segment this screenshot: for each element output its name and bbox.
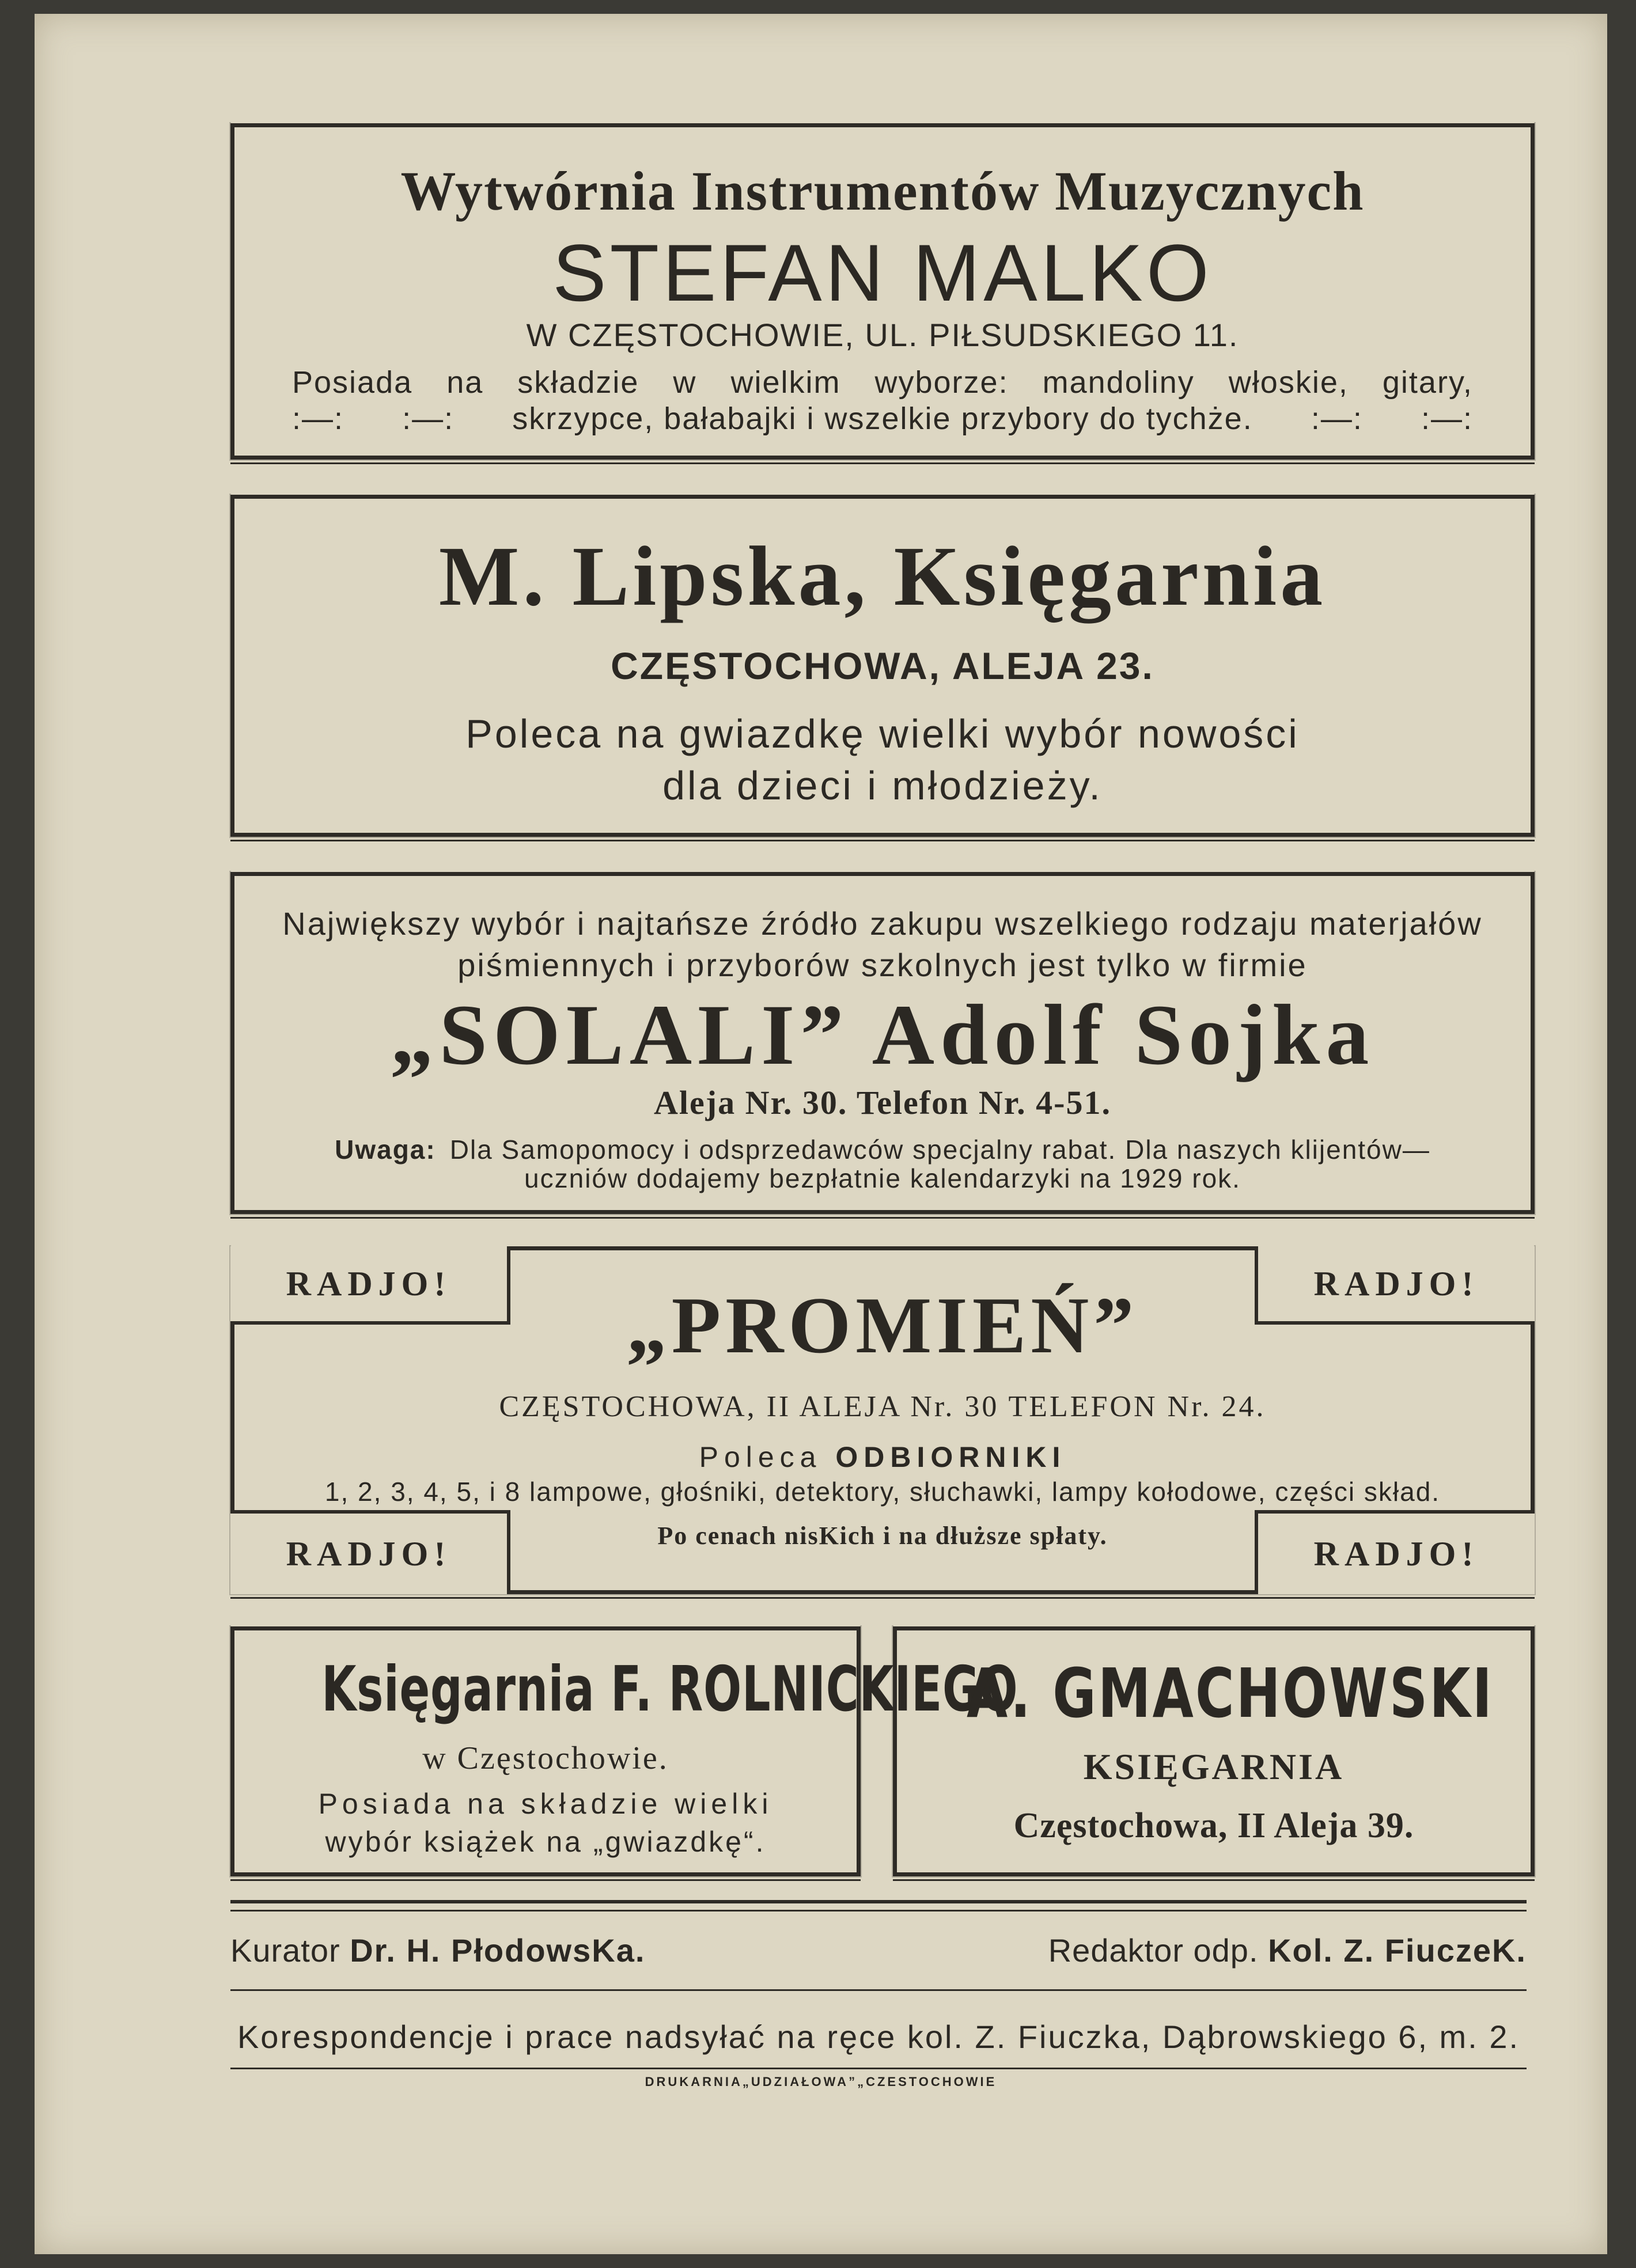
ad-malko [230, 123, 1535, 460]
ad-gmachowski [893, 1626, 1535, 1876]
ad-gmachowski-name: A. GMACHOWSKI [967, 1653, 1494, 1733]
ad-malko-word: w [673, 365, 697, 400]
ad-solali-line2: piśmiennych i przyborów szkolnych jest tylko w firmie [457, 947, 1308, 983]
footer-correspondence: Korespondencje i prace nadsyłać na ręce kol. Z. Fiuczka, Dąbrowskiego 6, m. 2. [237, 2019, 1520, 2055]
ad-rolnicki [230, 1626, 1018, 1876]
ad-malko-word: Posiada [292, 365, 413, 400]
ad-malko-address: W CZĘSTOCHOWIE, UL. PIŁSUDSKIEGO 11. [526, 317, 1239, 353]
footer-editor-label: Redaktor odp. [1048, 1932, 1259, 1969]
ad-lipska-address: CZĘSTOCHOWA, ALEJA 23. [611, 644, 1154, 687]
ad-malko-ornament: :—: [1421, 401, 1473, 436]
ad-solali-note1 [234, 1134, 1531, 1165]
ad-solali-note-label: Uwaga: [335, 1135, 436, 1165]
ad-lipska-name: M. Lipska, Księgarnia [438, 529, 1327, 624]
ad-solali-line1: Największy wybór i najtańsze źródło zakupu wszelkiego rodzaju materjałów [282, 905, 1483, 942]
footer-rule [230, 1989, 1527, 1991]
radio-corner-label: RADJO! [230, 1510, 510, 1594]
ad-lipska-line2: dla dzieci i młodzieży. [662, 763, 1103, 808]
radio-corner-label: RADJO! [230, 1246, 510, 1325]
ad-lipska-line1: Poleca na gwiazdkę wielki wybór nowości [465, 711, 1300, 756]
ad-malko-word: wielkim [730, 365, 841, 400]
ad-promien-items: 1, 2, 3, 4, 5, i 8 lampowe, głośniki, detektory, słuchawki, lampy kołodowe, części skład. [324, 1477, 1441, 1507]
ad-solali-note2: uczniów dodajemy bezpłatnie kalendarzyki na 1929 rok. [524, 1163, 1241, 1193]
footer-rule [230, 1900, 1527, 1903]
ad-rolnicki-line1: Posiada na składzie wielki [318, 1788, 773, 1820]
ad-promien-offer-bold: ODBIORNIKI [835, 1441, 1066, 1473]
ad-promien-name: „PROMIEŃ” [626, 1281, 1139, 1370]
ad-malko-word: wyborze: [874, 365, 1009, 400]
footer-editor-name: Kol. Z. FiuczeK. [1268, 1932, 1527, 1969]
ad-malko-ornament: :—: [402, 401, 455, 436]
ad-solali-address: Aleja Nr. 30. Telefon Nr. 4-51. [654, 1084, 1111, 1121]
ad-rolnicki-name: Księgarnia F. ROLNICKIEGO [321, 1653, 1018, 1725]
footer-editor [1048, 1932, 1527, 1969]
ad-malko-ornament: :—: [292, 401, 344, 436]
ad-malko-word: składzie [517, 365, 639, 400]
ad-malko-word: włoskie, [1228, 365, 1349, 400]
ad-malko-word: mandoliny [1042, 365, 1195, 400]
footer-curator-label: Kurator [230, 1932, 340, 1969]
ad-malko-word: skrzypce, bałabajki i wszelkie przybory do tychże. [512, 401, 1253, 436]
ad-malko-desc-line1 [292, 365, 1473, 400]
printer-imprint: DRUKARNIA„UDZIAŁOWA”„CZESTOCHOWIE [645, 2074, 997, 2089]
ad-malko-name: STEFAN MALKO [552, 227, 1213, 318]
page-sheet [35, 14, 1607, 2254]
ad-lipska [230, 495, 1535, 837]
ad-solali-note1-text: Dla Samopomocy i odsprzedawców specjalny rabat. Dla naszych klijentów— [449, 1135, 1430, 1165]
ad-malko-ornament: :—: [1311, 401, 1363, 436]
footer-rule [230, 2068, 1527, 2069]
radio-corner-label: RADJO! [1255, 1246, 1535, 1325]
ad-promien-offer-prefix: Poleca [699, 1441, 822, 1473]
footer-curator [230, 1932, 645, 1969]
ad-malko-word: na [446, 365, 484, 400]
ad-solali-name: „SOLALI” Adolf Sojka [390, 987, 1375, 1083]
ad-gmachowski-sub: KSIĘGARNIA [1083, 1746, 1345, 1787]
ad-solali [230, 872, 1535, 1214]
footer-rule [230, 1910, 1527, 1912]
footer-staff [230, 1932, 1527, 1969]
ad-malko-word: gitary, [1382, 365, 1473, 400]
footer-curator-name: Dr. H. PłodowsKa. [350, 1932, 646, 1969]
ad-gmachowski-address: Częstochowa, II Aleja 39. [1013, 1806, 1414, 1845]
ad-malko-desc-line2 [292, 401, 1473, 437]
ad-promien [230, 1246, 1535, 1594]
ad-promien-offer [234, 1440, 1531, 1474]
ad-promien-address: CZĘSTOCHOWA, II ALEJA Nr. 30 TELEFON Nr. 24. [499, 1390, 1266, 1423]
ad-malko-heading: Wytwórnia Instrumentów Muzycznych [400, 160, 1365, 222]
ad-promien-price: Po cenach nisKich i na dłuższe spłaty. [657, 1522, 1108, 1550]
ad-rolnicki-line2: wybór książek na „gwiazdkę“. [325, 1826, 766, 1858]
ad-rolnicki-city: w Częstochowie. [422, 1740, 669, 1776]
radio-corner-label: RADJO! [1255, 1510, 1535, 1594]
